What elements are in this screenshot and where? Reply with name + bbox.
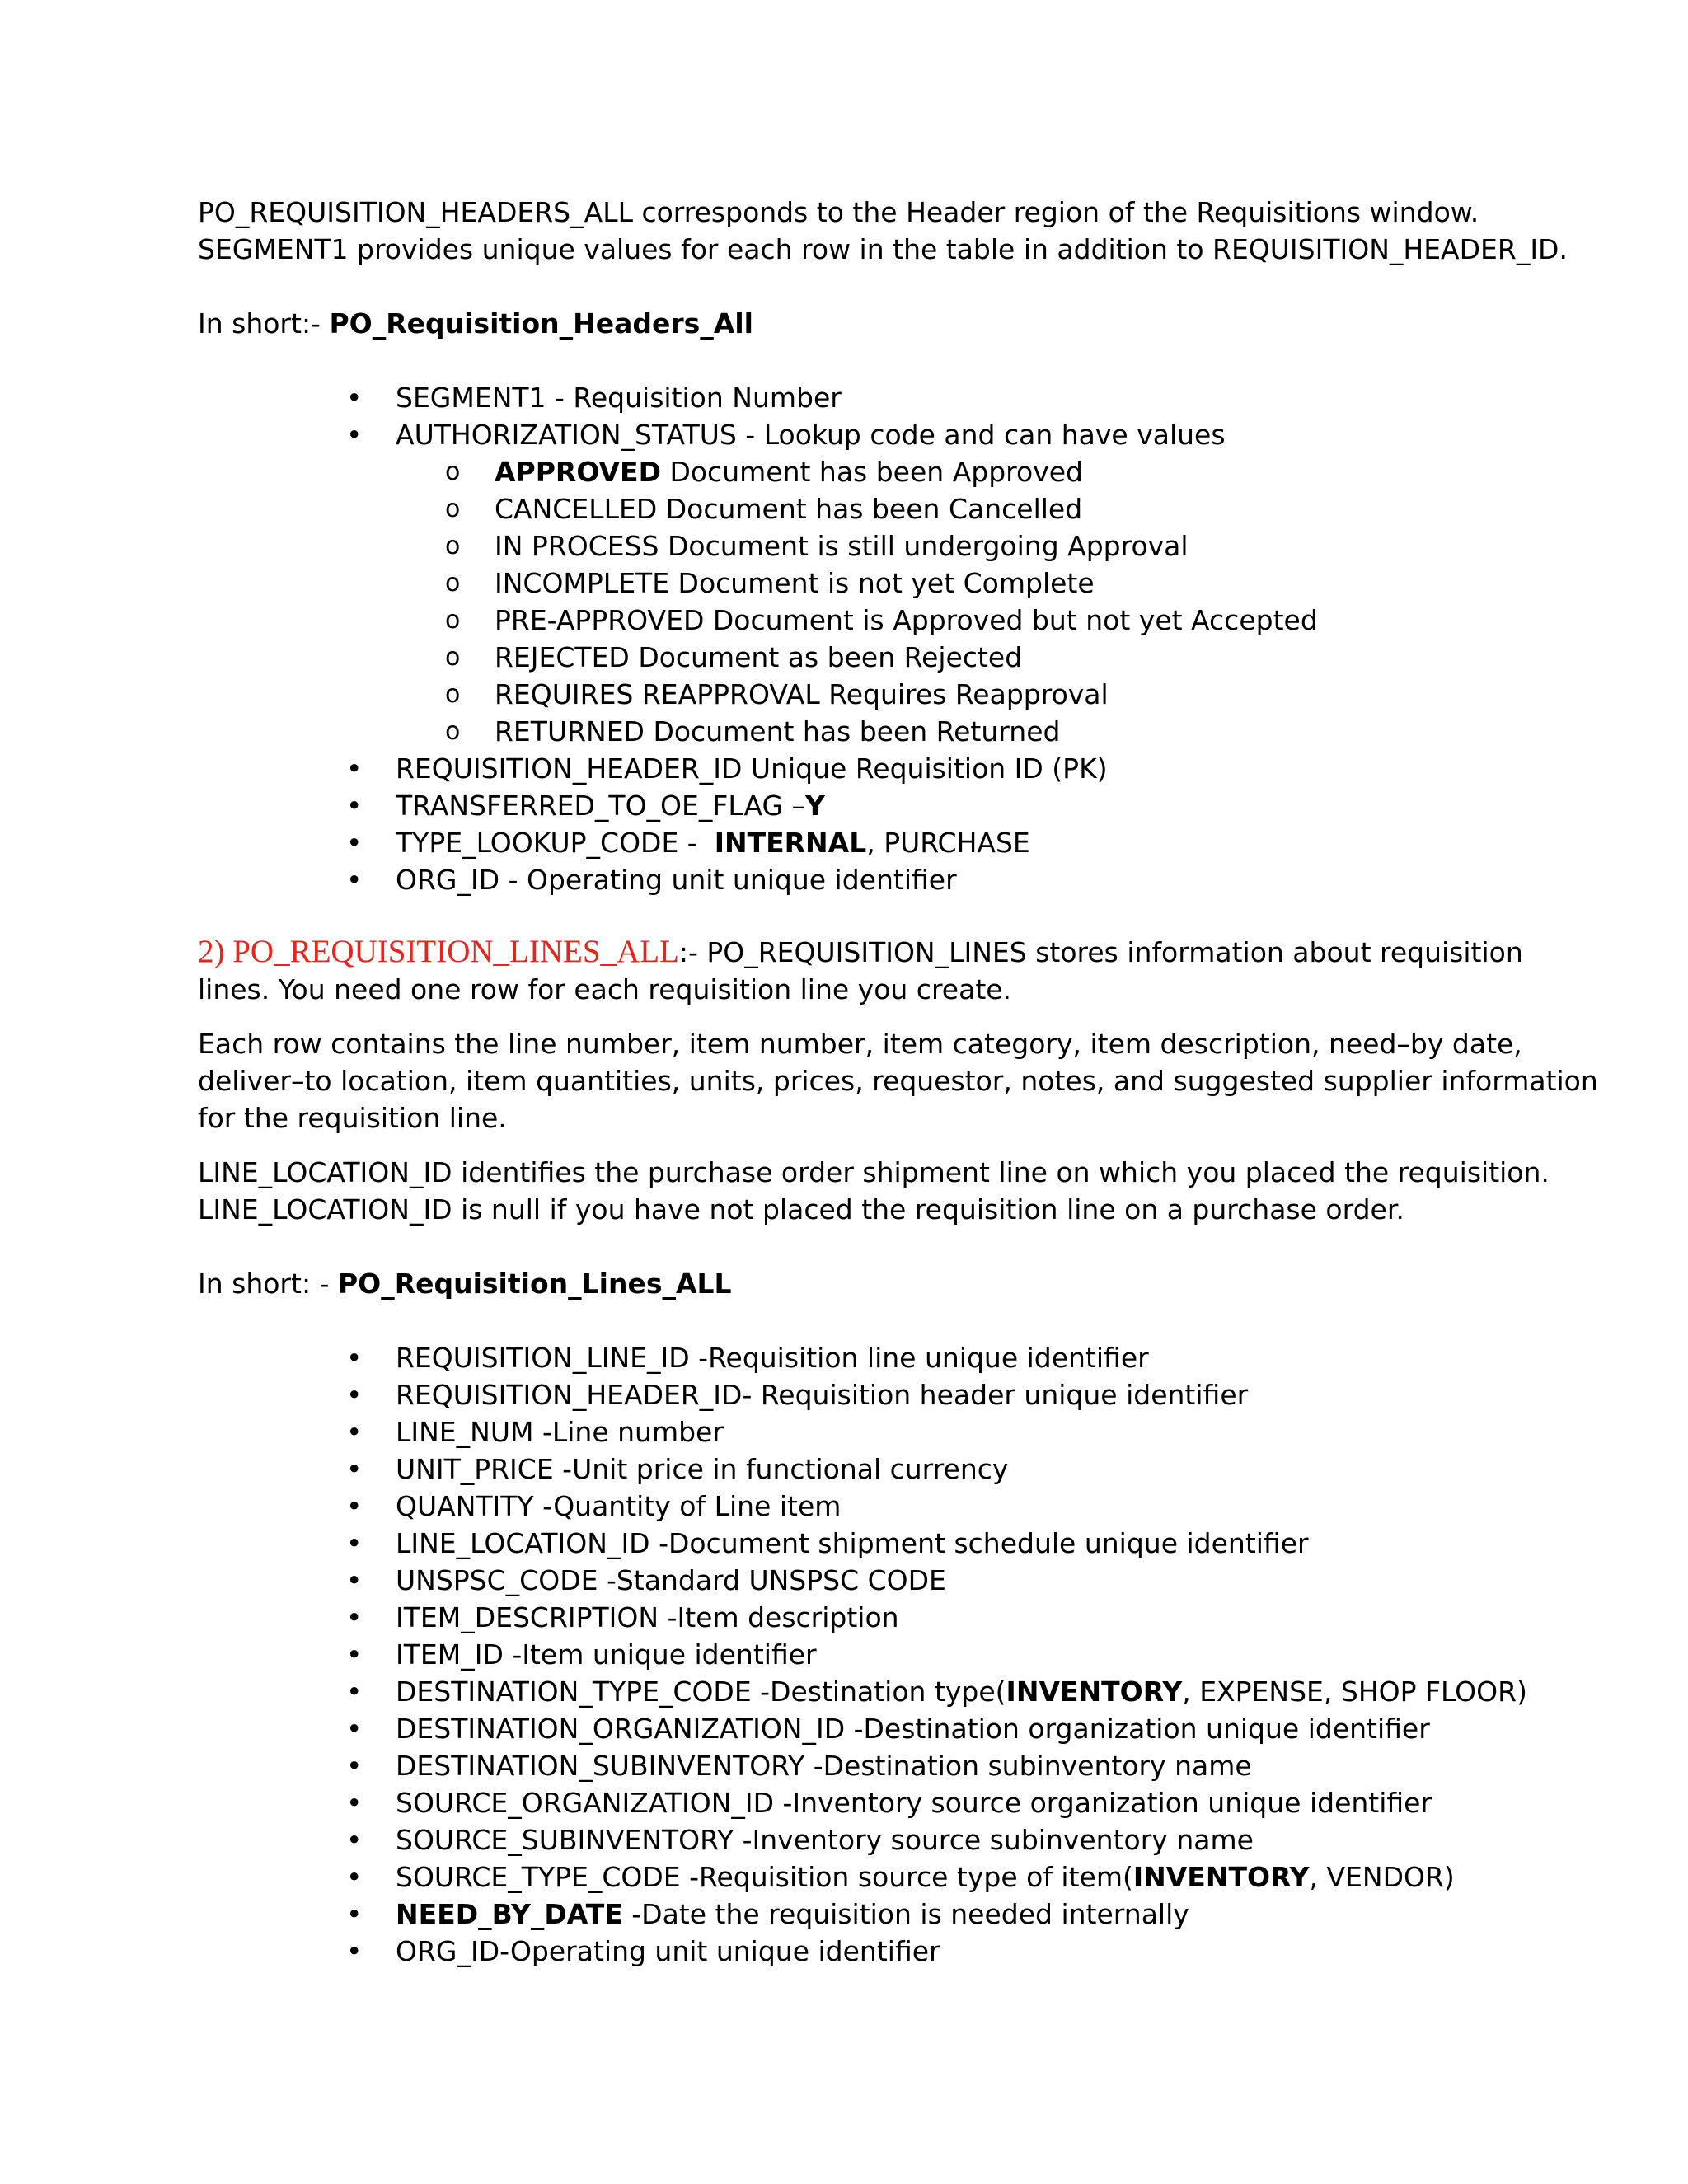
circle-bullet-icon: o [445,569,461,598]
circle-bullet-icon: o [445,643,461,672]
status-values-list [396,453,1517,750]
list-item: • ITEM_DESCRIPTION -Item description [198,1599,1517,1636]
short-lines-line [198,1265,1517,1302]
list-item: • LINE_LOCATION_ID -Document shipment schedule unique identifier [198,1525,1517,1562]
section2-para1-line3: for the requisition line. [198,1102,507,1134]
section2-title: 2) PO_REQUISITION_LINES_ALL [198,934,679,969]
bullet-icon: • [346,864,363,896]
list-item: • SEGMENT1 - Requisition Number [198,379,1517,416]
bullet-icon: • [346,1713,363,1745]
short-lines-name: PO_Requisition_Lines_ALL [337,1268,732,1300]
list-item: • SOURCE_TYPE_CODE -Requisition source type of item(INVENTORY, VENDOR) [198,1858,1517,1896]
list-item: • SOURCE_ORGANIZATION_ID -Inventory source organization unique identifier [198,1784,1517,1821]
bullet-icon: • [346,790,363,822]
section2-line-2: lines. You need one row for each requisition line you create. [198,973,1012,1005]
bullet-icon: • [346,1935,363,1967]
bullet-icon: • [346,827,363,859]
list-item: o PRE-APPROVED Document is Approved but not yet Accepted [396,602,1517,639]
circle-bullet-icon: o [445,717,461,746]
bullet-icon: • [346,1824,363,1856]
bullet-icon: • [346,1675,363,1708]
list-item: • DESTINATION_ORGANIZATION_ID -Destination organization unique identifier [198,1710,1517,1747]
section2-para1-line1: Each row contains the line number, item number, item category, item description, need–by date, [198,1028,1522,1060]
intro-line-1: PO_REQUISITION_HEADERS_ALL corresponds to the Header region of the Requisitions window. [198,196,1479,228]
list-item: • REQUISITION_HEADER_ID- Requisition header unique identifier [198,1376,1517,1413]
list-item: o REJECTED Document as been Rejected [396,639,1517,676]
list-item: • DESTINATION_SUBINVENTORY -Destination subinventory name [198,1747,1517,1784]
bullet-icon: • [346,382,363,414]
circle-bullet-icon: o [445,532,461,560]
list-item: • DESTINATION_TYPE_CODE -Destination type(INVENTORY, EXPENSE, SHOP FLOOR) [198,1673,1517,1710]
bullet-icon: • [346,1379,363,1411]
list-item: • UNIT_PRICE -Unit price in functional currency [198,1451,1517,1488]
short-lines-prefix: In short: - [198,1268,338,1300]
bullet-icon: • [346,1527,363,1559]
list-item: o REQUIRES REAPPROVAL Requires Reapproval [396,676,1517,713]
list-item: • NEED_BY_DATE -Date the requisition is needed internally [198,1896,1517,1933]
bullet-icon: • [346,419,363,451]
bullet-icon: • [346,1861,363,1893]
section2-para1-line2: deliver–to location, item quantities, units, prices, requestor, notes, and suggested supplier information [198,1065,1598,1097]
list-item: • ORG_ID - Operating unit unique identifier [198,861,1517,898]
bullet-icon: • [346,1750,363,1782]
list-item: o RETURNED Document has been Returned [396,713,1517,750]
bullet-icon: • [346,1342,363,1374]
circle-bullet-icon: o [445,494,461,523]
bullet-icon: • [346,1601,363,1633]
bullet-icon: • [346,1490,363,1522]
bullet-icon: • [346,1416,363,1448]
section2-title-rest: :- PO_REQUISITION_LINES stores information about requisition [678,936,1523,968]
bullet-icon: • [346,1638,363,1671]
bullet-icon: • [346,1898,363,1930]
bullet-icon: • [346,1787,363,1819]
list-item: • ORG_ID-Operating unit unique identifier [198,1933,1517,1970]
lines-column-list [198,1339,1527,1970]
section2-para2-line1: LINE_LOCATION_ID identifies the purchase order shipment line on which you placed the requisition. [198,1156,1550,1188]
list-item: • LINE_NUM -Line number [198,1413,1517,1451]
list-item: • TYPE_LOOKUP_CODE - INTERNAL, PURCHASE [198,824,1517,861]
list-item: o APPROVED Document has been Approved [396,453,1517,490]
section2-heading-line [198,933,1523,971]
list-item: • QUANTITY -Quantity of Line item [198,1488,1517,1525]
short-headers-line [198,305,1517,342]
short-headers-name: PO_Requisition_Headers_All [329,307,753,340]
list-item: • UNSPSC_CODE -Standard UNSPSC CODE [198,1562,1517,1599]
list-item: • SOURCE_SUBINVENTORY -Inventory source subinventory name [198,1821,1517,1858]
section2-para2-line2: LINE_LOCATION_ID is null if you have not placed the requisition line on a purchase order. [198,1193,1404,1226]
headers-column-list [198,379,1517,898]
list-item: • REQUISITION_LINE_ID -Requisition line unique identifier [198,1339,1517,1376]
document-page [198,194,1598,1970]
list-item: o INCOMPLETE Document is not yet Complete [396,565,1517,602]
bullet-icon: • [346,1564,363,1596]
list-item: • REQUISITION_HEADER_ID Unique Requisition ID (PK) [198,750,1517,787]
list-item: • ITEM_ID -Item unique identifier [198,1636,1517,1673]
list-item: o CANCELLED Document has been Cancelled [396,490,1517,527]
list-item: o IN PROCESS Document is still undergoing Approval [396,527,1517,565]
list-item: • AUTHORIZATION_STATUS - Lookup code and can have values o APPROVED Document has been Approved o CANCELLED Document has been Cancelled o IN PROCESS Document is still undergoing Approval o INCOMPLETE Document is not yet Complete o PRE-APPROVED Document is Approved but not yet Accepted o REJECTED Document as been Rejected o REQUIRES REAPPROVAL Requires Reapproval o RETURNED Document has been Returned [198,416,1517,750]
bullet-icon: • [346,1453,363,1485]
list-item: • TRANSFERRED_TO_OE_FLAG –Y [198,787,1517,824]
short-headers-prefix: In short:- [198,307,330,340]
circle-bullet-icon: o [445,457,461,486]
circle-bullet-icon: o [445,680,461,709]
bullet-icon: • [346,752,363,785]
circle-bullet-icon: o [445,606,461,635]
intro-line-2: SEGMENT1 provides unique values for each row in the table in addition to REQUISITION_HEADER_ID. [198,233,1568,265]
